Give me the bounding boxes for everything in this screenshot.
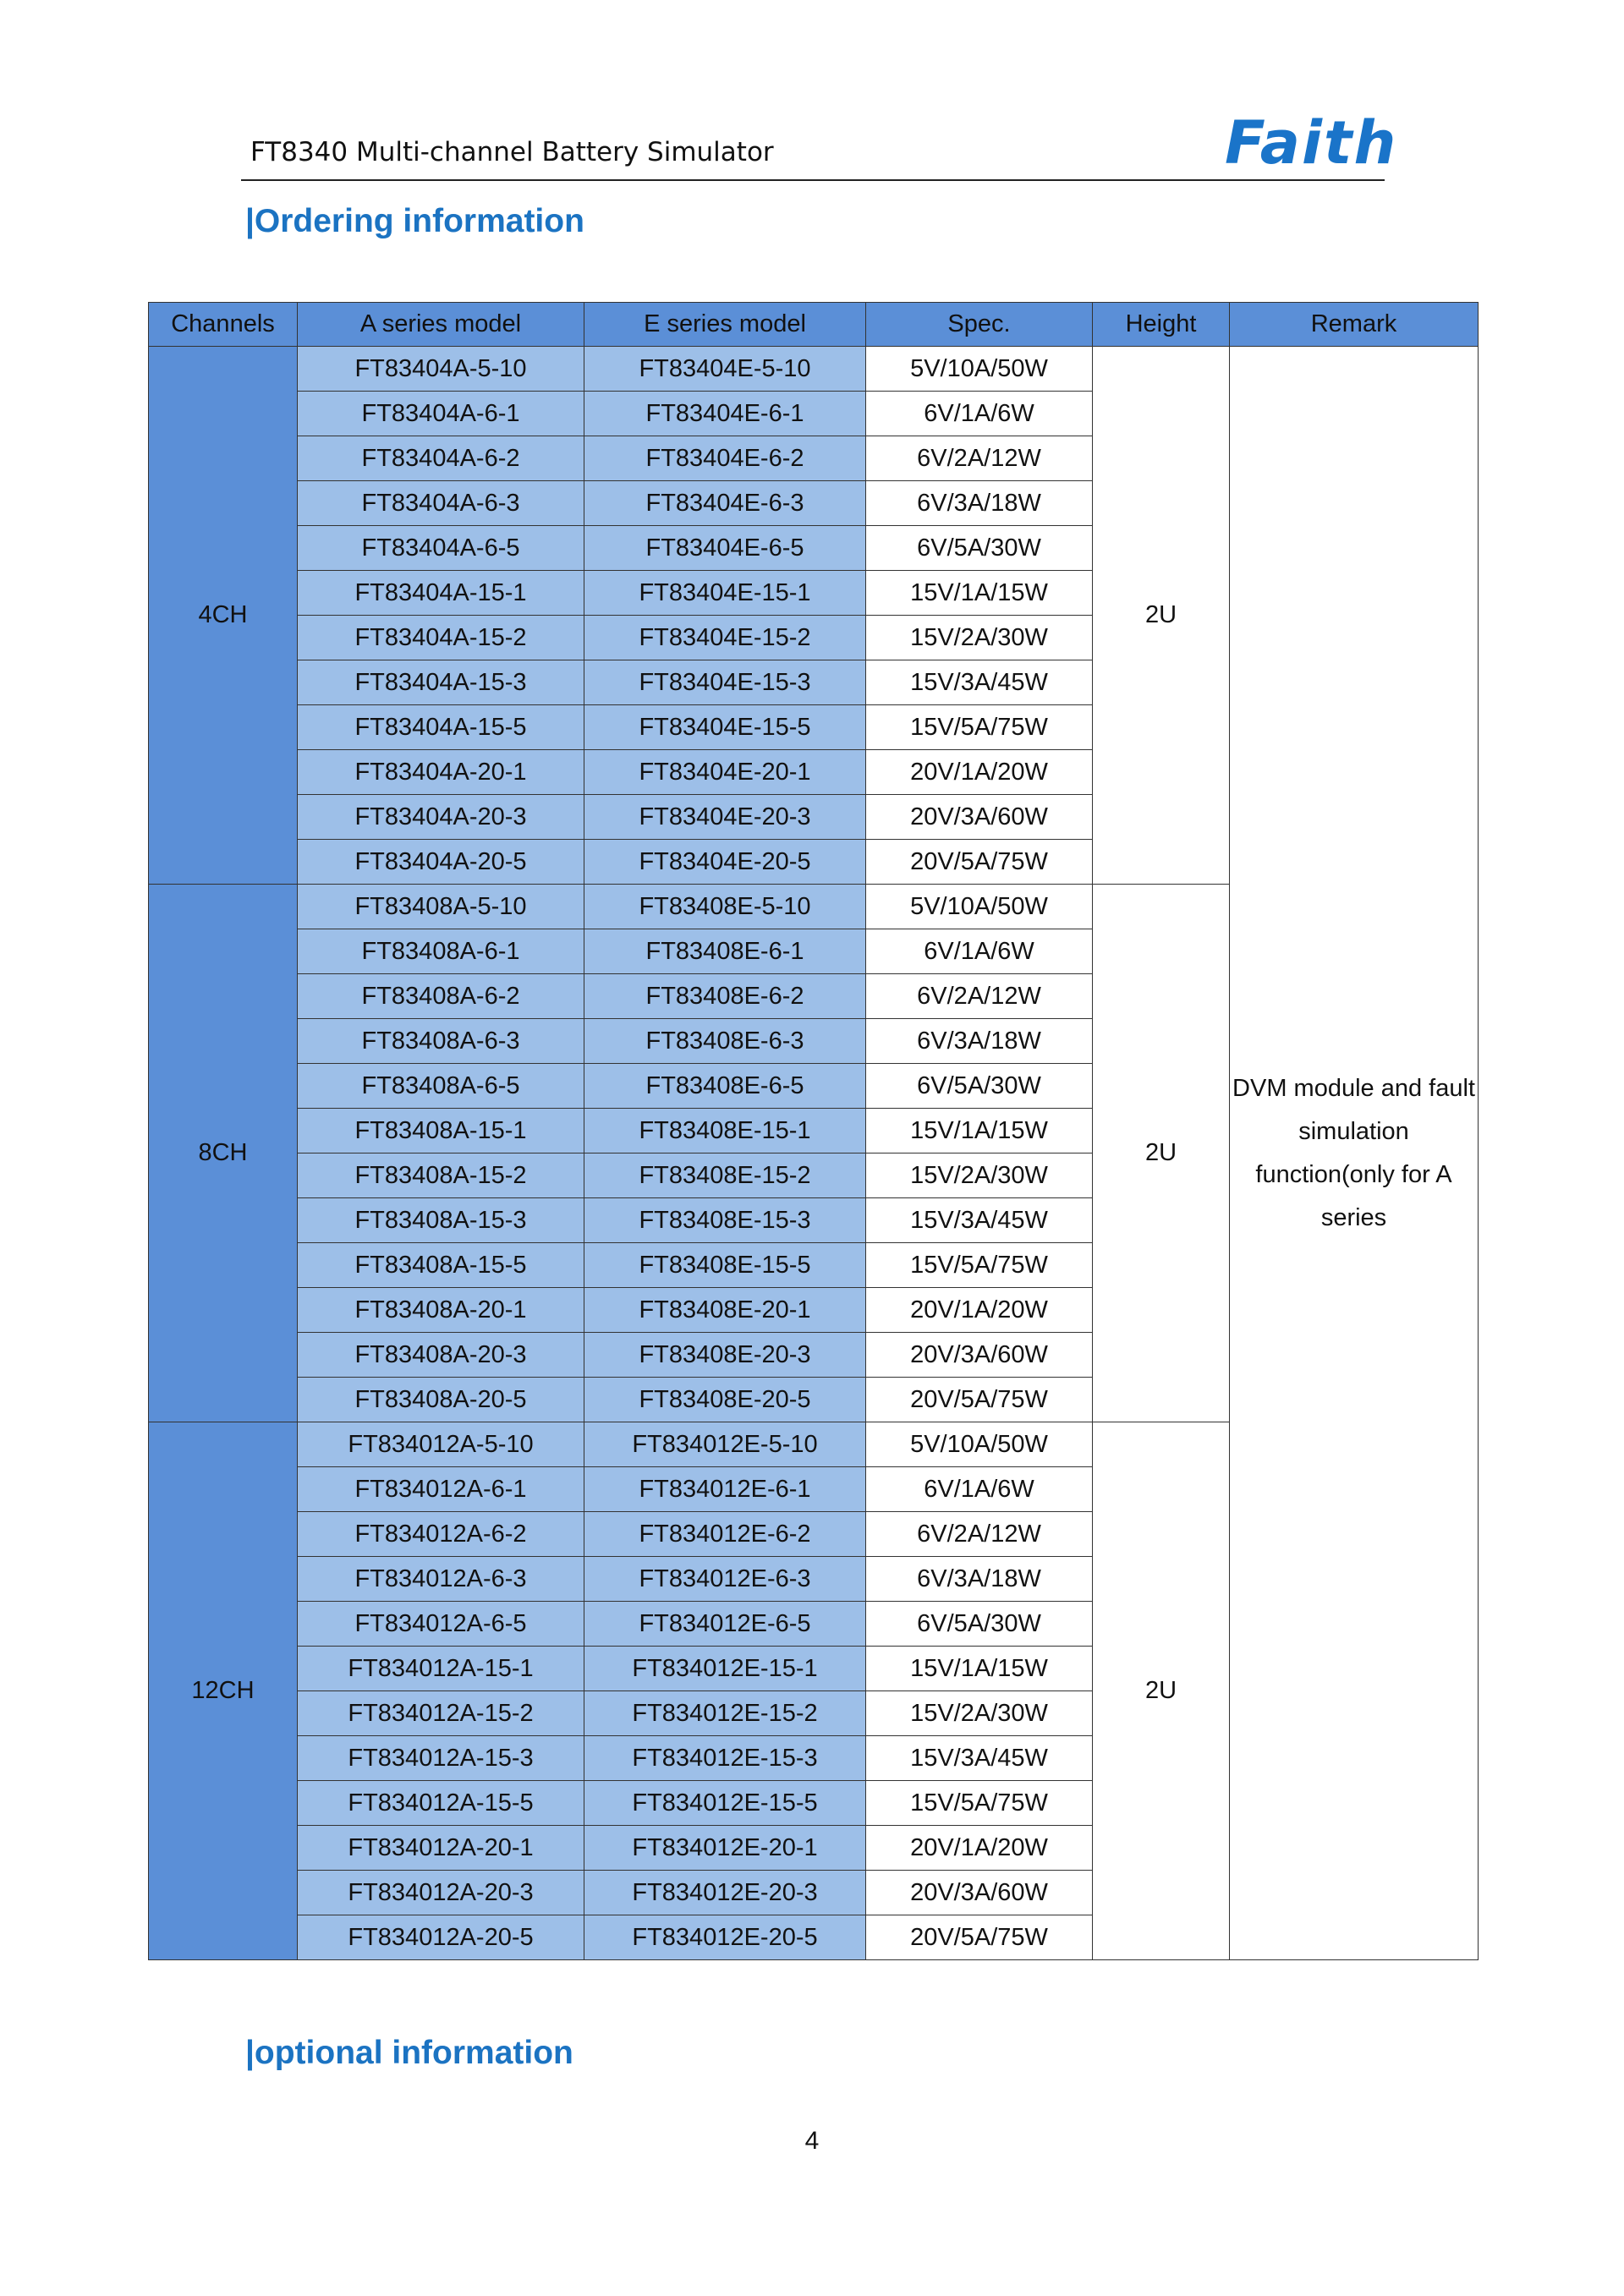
spec-cell: 6V/3A/18W (866, 1019, 1093, 1064)
spec-cell: 6V/1A/6W (866, 1467, 1093, 1512)
spec-cell: 6V/3A/18W (866, 1557, 1093, 1602)
spec-cell: 20V/3A/60W (866, 1871, 1093, 1915)
e-series-model-cell: FT834012E-6-2 (584, 1512, 866, 1557)
spec-cell: 20V/3A/60W (866, 1333, 1093, 1378)
a-series-model-cell: FT834012A-6-3 (298, 1557, 584, 1602)
spec-cell: 15V/1A/15W (866, 1647, 1093, 1691)
spec-cell: 6V/5A/30W (866, 1064, 1093, 1109)
spec-cell: 15V/5A/75W (866, 1781, 1093, 1826)
a-series-model-cell: FT834012A-15-5 (298, 1781, 584, 1826)
a-series-model-cell: FT834012A-15-1 (298, 1647, 584, 1691)
e-series-model-cell: FT83404E-20-1 (584, 750, 866, 795)
spec-cell: 5V/10A/50W (866, 885, 1093, 929)
height-cell: 2U (1093, 347, 1230, 885)
e-series-model-cell: FT83404E-5-10 (584, 347, 866, 392)
header-remark: Remark (1230, 303, 1479, 347)
height-cell: 2U (1093, 1422, 1230, 1960)
spec-cell: 20V/3A/60W (866, 795, 1093, 840)
a-series-model-cell: FT83404A-6-2 (298, 436, 584, 481)
ordering-information-heading: |Ordering information (245, 203, 584, 239)
header-e-series-model: E series model (584, 303, 866, 347)
spec-cell: 6V/5A/30W (866, 1602, 1093, 1647)
a-series-model-cell: FT83404A-15-1 (298, 571, 584, 616)
header-divider (241, 179, 1385, 181)
spec-cell: 5V/10A/50W (866, 1422, 1093, 1467)
a-series-model-cell: FT83408A-6-2 (298, 974, 584, 1019)
spec-cell: 15V/1A/15W (866, 571, 1093, 616)
a-series-model-cell: FT834012A-15-3 (298, 1736, 584, 1781)
remark-cell: DVM module and fault simulation function(only for A series (1230, 347, 1479, 1960)
height-cell: 2U (1093, 885, 1230, 1422)
a-series-model-cell: FT83404A-15-5 (298, 705, 584, 750)
e-series-model-cell: FT834012E-20-3 (584, 1871, 866, 1915)
a-series-model-cell: FT83408A-5-10 (298, 885, 584, 929)
a-series-model-cell: FT83404A-20-5 (298, 840, 584, 885)
e-series-model-cell: FT834012E-6-3 (584, 1557, 866, 1602)
e-series-model-cell: FT834012E-6-5 (584, 1602, 866, 1647)
spec-cell: 15V/2A/30W (866, 1691, 1093, 1736)
e-series-model-cell: FT834012E-6-1 (584, 1467, 866, 1512)
e-series-model-cell: FT83408E-20-3 (584, 1333, 866, 1378)
a-series-model-cell: FT83404A-6-1 (298, 392, 584, 436)
a-series-model-cell: FT83408A-20-3 (298, 1333, 584, 1378)
a-series-model-cell: FT83408A-20-1 (298, 1288, 584, 1333)
e-series-model-cell: FT83404E-6-3 (584, 481, 866, 526)
channel-cell: 12CH (149, 1422, 298, 1960)
e-series-model-cell: FT83408E-15-3 (584, 1198, 866, 1243)
e-series-model-cell: FT83408E-6-3 (584, 1019, 866, 1064)
e-series-model-cell: FT83404E-15-3 (584, 660, 866, 705)
spec-cell: 6V/2A/12W (866, 974, 1093, 1019)
a-series-model-cell: FT83408A-15-3 (298, 1198, 584, 1243)
spec-cell: 6V/1A/6W (866, 929, 1093, 974)
spec-cell: 6V/1A/6W (866, 392, 1093, 436)
spec-cell: 5V/10A/50W (866, 347, 1093, 392)
e-series-model-cell: FT834012E-15-1 (584, 1647, 866, 1691)
e-series-model-cell: FT83404E-6-5 (584, 526, 866, 571)
a-series-model-cell: FT834012A-20-1 (298, 1826, 584, 1871)
e-series-model-cell: FT83408E-15-1 (584, 1109, 866, 1153)
spec-cell: 15V/5A/75W (866, 1243, 1093, 1288)
page-number: 4 (804, 2127, 820, 2155)
table-header-row (149, 303, 1479, 347)
e-series-model-cell: FT83408E-15-5 (584, 1243, 866, 1288)
spec-cell: 20V/1A/20W (866, 1826, 1093, 1871)
spec-cell: 20V/5A/75W (866, 840, 1093, 885)
a-series-model-cell: FT83404A-20-3 (298, 795, 584, 840)
header-spec: Spec. (866, 303, 1093, 347)
header-a-series-model: A series model (298, 303, 584, 347)
e-series-model-cell: FT83404E-20-3 (584, 795, 866, 840)
spec-cell: 20V/1A/20W (866, 1288, 1093, 1333)
a-series-model-cell: FT834012A-20-5 (298, 1915, 584, 1960)
a-series-model-cell: FT83408A-6-3 (298, 1019, 584, 1064)
a-series-model-cell: FT83404A-6-5 (298, 526, 584, 571)
spec-cell: 6V/2A/12W (866, 436, 1093, 481)
a-series-model-cell: FT83404A-15-2 (298, 616, 584, 660)
spec-cell: 15V/3A/45W (866, 1736, 1093, 1781)
ordering-table (148, 302, 1479, 1960)
spec-cell: 15V/1A/15W (866, 1109, 1093, 1153)
a-series-model-cell: FT83404A-20-1 (298, 750, 584, 795)
spec-cell: 15V/3A/45W (866, 660, 1093, 705)
a-series-model-cell: FT83404A-15-3 (298, 660, 584, 705)
a-series-model-cell: FT83408A-15-5 (298, 1243, 584, 1288)
spec-cell: 6V/3A/18W (866, 481, 1093, 526)
spec-cell: 20V/5A/75W (866, 1378, 1093, 1422)
e-series-model-cell: FT83408E-20-5 (584, 1378, 866, 1422)
e-series-model-cell: FT83408E-20-1 (584, 1288, 866, 1333)
e-series-model-cell: FT83408E-6-1 (584, 929, 866, 974)
spec-cell: 15V/5A/75W (866, 705, 1093, 750)
e-series-model-cell: FT83408E-6-2 (584, 974, 866, 1019)
a-series-model-cell: FT83408A-6-5 (298, 1064, 584, 1109)
a-series-model-cell: FT83408A-15-1 (298, 1109, 584, 1153)
channel-cell: 4CH (149, 347, 298, 885)
e-series-model-cell: FT83404E-6-1 (584, 392, 866, 436)
spec-cell: 20V/5A/75W (866, 1915, 1093, 1960)
e-series-model-cell: FT83408E-6-5 (584, 1064, 866, 1109)
document-title: FT8340 Multi-channel Battery Simulator (250, 137, 774, 167)
e-series-model-cell: FT83408E-5-10 (584, 885, 866, 929)
spec-cell: 15V/2A/30W (866, 616, 1093, 660)
e-series-model-cell: FT83404E-20-5 (584, 840, 866, 885)
spec-cell: 15V/2A/30W (866, 1153, 1093, 1198)
table-body (149, 347, 1479, 1960)
spec-cell: 20V/1A/20W (866, 750, 1093, 795)
spec-cell: 6V/2A/12W (866, 1512, 1093, 1557)
a-series-model-cell: FT834012A-6-5 (298, 1602, 584, 1647)
e-series-model-cell: FT834012E-20-1 (584, 1826, 866, 1871)
a-series-model-cell: FT83404A-6-3 (298, 481, 584, 526)
header-height: Height (1093, 303, 1230, 347)
optional-information-heading: |optional information (245, 2035, 573, 2071)
a-series-model-cell: FT834012A-6-1 (298, 1467, 584, 1512)
spec-cell: 6V/5A/30W (866, 526, 1093, 571)
channel-cell: 8CH (149, 885, 298, 1422)
e-series-model-cell: FT834012E-20-5 (584, 1915, 866, 1960)
a-series-model-cell: FT83404A-5-10 (298, 347, 584, 392)
e-series-model-cell: FT83404E-15-2 (584, 616, 866, 660)
e-series-model-cell: FT834012E-5-10 (584, 1422, 866, 1467)
e-series-model-cell: FT83408E-15-2 (584, 1153, 866, 1198)
a-series-model-cell: FT834012A-20-3 (298, 1871, 584, 1915)
e-series-model-cell: FT834012E-15-3 (584, 1736, 866, 1781)
e-series-model-cell: FT834012E-15-2 (584, 1691, 866, 1736)
table-row (149, 347, 1479, 392)
a-series-model-cell: FT834012A-5-10 (298, 1422, 584, 1467)
spec-cell: 15V/3A/45W (866, 1198, 1093, 1243)
e-series-model-cell: FT834012E-15-5 (584, 1781, 866, 1826)
a-series-model-cell: FT83408A-20-5 (298, 1378, 584, 1422)
e-series-model-cell: FT83404E-6-2 (584, 436, 866, 481)
e-series-model-cell: FT83404E-15-5 (584, 705, 866, 750)
a-series-model-cell: FT834012A-15-2 (298, 1691, 584, 1736)
a-series-model-cell: FT83408A-6-1 (298, 929, 584, 974)
header-channels: Channels (149, 303, 298, 347)
a-series-model-cell: FT83408A-15-2 (298, 1153, 584, 1198)
a-series-model-cell: FT834012A-6-2 (298, 1512, 584, 1557)
e-series-model-cell: FT83404E-15-1 (584, 571, 866, 616)
faith-logo: Faith (1225, 108, 1398, 178)
